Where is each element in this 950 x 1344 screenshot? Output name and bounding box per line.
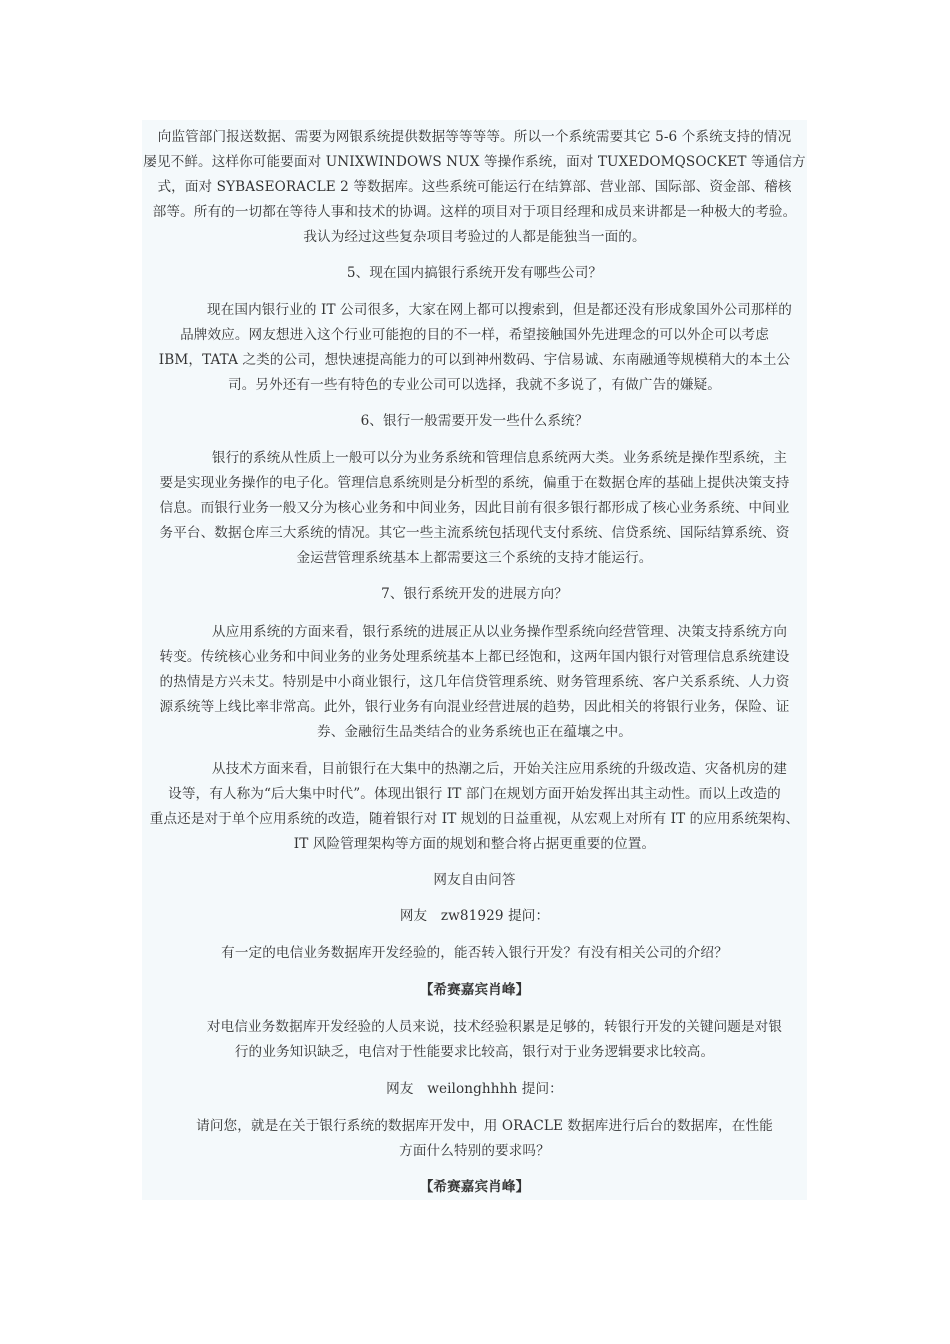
- answer-author: 【希赛嘉宾肖峰】: [419, 1179, 530, 1195]
- question-text: 方面什么特别的要求吗？: [399, 1143, 550, 1159]
- section-heading: 7、银行系统开发的进展方向？: [381, 586, 568, 602]
- text-line: 重点还是对于单个应用系统的改造，随着银行对 IT 规划的日益重视，从宏观上对所有 IT 的应用系统架构、: [149, 811, 800, 827]
- text-line: 现在国内银行业的 IT 公司很多，大家在网上都可以搜索到，但是都还没有形成象国外公司那样的: [207, 302, 792, 318]
- question-author: 网友 zw81929 提问：: [399, 908, 550, 924]
- text-line: IBM，TATA 之类的公司，想快速提高能力的可以到神州数码、宇信易诚、东南融通等规模稍大的本土公: [158, 352, 791, 368]
- section-heading: 6、银行一般需要开发一些什么系统？: [360, 413, 589, 429]
- answer-text: 对电信业务数据库开发经验的人员来说，技术经验积累是足够的，转银行开发的关键问题是对银: [206, 1019, 783, 1035]
- section-heading: 网友自由问答: [433, 872, 516, 888]
- question-text: 有一定的电信业务数据库开发经验的，能否转入银行开发？有没有相关公司的介绍？: [221, 945, 728, 961]
- text-line: 式，面对 SYBASEORACLE 2 等数据库。这些系统可能运行在结算部、营业部、国际部、资金部、稽核: [157, 179, 792, 195]
- text-line: 我认为经过这些复杂项目考验过的人都是能独当一面的。: [303, 229, 646, 245]
- question-text: 请问您，就是在关于银行系统的数据库开发中，用 ORACLE 数据库进行后台的数据库，在性能: [196, 1118, 773, 1134]
- text-line: 务平台、数据仓库三大系统的情况。其它一些主流系统包括现代支付系统、信贷系统、国际结算系统、资: [159, 525, 790, 541]
- text-line: 从技术方面来看，目前银行在大集中的热潮之后，开始关注应用系统的升级改造、灾备机房的建: [211, 761, 788, 777]
- text-line: 券、金融衍生品类结合的业务系统也正在蕴壤之中。: [317, 724, 632, 740]
- text-line: 的热情是方兴未艾。特别是中小商业银行，这几年信贷管理系统、财务管理系统、客户关系系统、人力资: [159, 674, 790, 690]
- section-heading: 5、现在国内搞银行系统开发有哪些公司？: [346, 265, 603, 281]
- text-line: IT 风险管理架构等方面的规划和整合将占据更重要的位置。: [293, 836, 656, 852]
- text-line: 金运营管理系统基本上都需要这三个系统的支持才能运行。: [296, 550, 653, 566]
- text-line: 从应用系统的方面来看，银行系统的进展正从以业务操作型系统向经营管理、决策支持系统方向: [211, 624, 788, 640]
- text-line: 屡见不鲜。这样你可能要面对 UNIXWINDOWS NUX 等操作系统，面对 TUXEDOMQSOCKET 等通信方: [143, 154, 806, 170]
- answer-text: 行的业务知识缺乏，电信对于性能要求比较高，银行对于业务逻辑要求比较高。: [234, 1044, 715, 1060]
- answer-author: 【希赛嘉宾肖峰】: [419, 982, 530, 998]
- question-author: 网友 weilonghhhh 提问：: [386, 1081, 563, 1097]
- text-line: 品牌效应。网友想进入这个行业可能抱的目的不一样，希望接触国外先进理念的可以外企可以考虑: [180, 327, 769, 343]
- text-line: 向监管部门报送数据、需要为网银系统提供数据等等等等。所以一个系统需要其它 5-6 个系统支持的情况: [157, 129, 792, 145]
- text-line: 转变。传统核心业务和中间业务的业务处理系统基本上都已经饱和，这两年国内银行对管理信息系统建设: [159, 649, 790, 665]
- text-line: 要是实现业务操作的电子化。管理信息系统则是分析型的系统，偏重于在数据仓库的基础上提供决策支持: [159, 475, 790, 491]
- text-line: 部等。所有的一切都在等待人事和技术的协调。这样的项目对于项目经理和成员来讲都是一种极大的考验。: [152, 204, 797, 220]
- text-line: 银行的系统从性质上一般可以分为业务系统和管理信息系统两大类。业务系统是操作型系统，主: [211, 450, 788, 466]
- text-line: 设等，有人称为“后大集中时代”。体现出银行 IT 部门在规划方面开始发挥出其主动性。而以上改造的: [168, 786, 781, 802]
- text-line: 司。另外还有一些有特色的专业公司可以选择，我就不多说了，有做广告的嫌疑。: [228, 377, 721, 393]
- text-line: 源系统等上线比率非常高。此外，银行业务有向混业经营进展的趋势，因此相关的将银行业务，保险、证: [159, 699, 790, 715]
- text-line: 信息。而银行业务一般又分为核心业务和中间业务，因此目前有很多银行都形成了核心业务系统、中间业: [159, 500, 790, 516]
